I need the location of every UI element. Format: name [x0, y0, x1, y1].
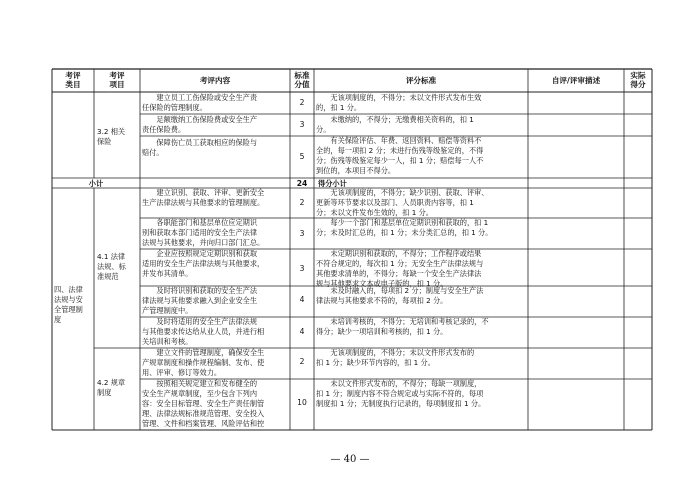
row-3-2-1-criteria: 无该项制度的，不得分；未以文件形式发布生效 的，扣 1 分。 — [316, 93, 482, 113]
header-item: 考评 项目 — [109, 71, 125, 89]
row-3-2-2-criteria: 未缴纳的，不得分；无缴费相关资料的，扣 1 分。 — [316, 115, 474, 135]
row-4-1-5-criteria: 未培训考核的，不得分；无培训和考核记录的，不 得分；缺少一项培训和考核的，扣 1 分。 — [316, 317, 489, 337]
row-4-1-1-content: 建立识别、获取、评审、更新安全 生产法律法规与其他要求的管理制度。 — [142, 188, 265, 208]
row-3-2-1-content: 建立员工工伤保险或安全生产责 任保险的管理制度。 — [142, 93, 258, 113]
row-3-2-3-content: 保障伤亡员工获取相应的保险与 赔付。 — [142, 138, 258, 158]
row-4-1-5-content: 及时将适用的安全生产法律法规 与其他要求传达给从业人员，并进行相 关培训和考核。 — [142, 317, 265, 347]
row-4-1-3-content: 企业应按照规定定期识别和获取 适用的安全生产法律法规与其他要求， 并发布其清单。 — [142, 249, 265, 279]
row-4-1-1-criteria: 无该项制度的，不得分；缺少识别、获取、评审、 更新等环节要求以及部门、人员职责内容等，扣 1 分；未以文件发布生效的，扣 1 分。 — [316, 188, 489, 218]
row-4-1-4-score: 4 — [299, 295, 305, 304]
row-4-1-5-score: 4 — [299, 327, 305, 336]
subtotal-label: 小计 — [88, 179, 104, 188]
row-3-2-1-score: 2 — [299, 98, 305, 107]
header-actual-score: 实际 得分 — [630, 71, 646, 89]
row-4-2-1-content: 建立文件的管理制度，确保安全生 产规章制度和操作规程编制、发布、使 用、评审、修订等效力。 — [142, 348, 265, 378]
row-4-1-2-score: 3 — [299, 229, 305, 238]
row-3-2-2-score: 3 — [299, 120, 305, 129]
row-4-1-2-content: 各职能部门和基层单位应定期识 别和获取本部门适用的安全生产法律 法规与其他要求，并向归口部门汇总。 — [142, 218, 265, 248]
row-4-1-3-score: 3 — [299, 264, 305, 273]
row-3-2-3-criteria: 有关保险评估、年费、返回资料、赔偿等资料不 全的，每一项扣 2 分；未进行伤残等级鉴定的，不得 分；伤残等级鉴定每少一人，扣 1 分；赔偿每一人不 到位的，本项目不得分。 — [316, 136, 484, 176]
row-4-1-3-criteria: 未定期识别和获取的，不得分；工作程序或结果 不符合规定的，每次扣 1 分；无安全生产法律法规与 其他要求清单的，不得分；每缺一个安全生产法律法 规与其他要求文本或电子版的，扣 1 分。 — [316, 249, 484, 289]
row-3-2-2-content: 足额缴纳工伤保险费或安全生产 责任保险费。 — [142, 115, 258, 135]
header-score: 标准 分值 — [294, 71, 310, 89]
row-4-1-4-criteria: 未及时融入的，每项扣 2 分；制度与安全生产法 律法规与其他要求不符的，每项扣 2 分。 — [316, 286, 484, 306]
item-4-2-label: 4.2 规章 制度 — [97, 378, 126, 398]
row-4-2-2-criteria: 未以文件形式发布的，不得分；每缺一项制度， 扣 1 分；制度内容不符合规定或与实际不符的，每项 制度扣 1 分；无制度执行记录的，每项制度扣 1 分。 — [316, 379, 486, 409]
header-category: 考评 类目 — [65, 71, 81, 89]
subtotal-score: 24 — [296, 179, 308, 188]
category-4-label: 四、法律 法规与安 全管理制 度 — [54, 285, 83, 325]
subtotal-score-label: 得分小计 — [318, 179, 347, 188]
row-4-2-2-content: 按照相关规定建立和发布健全的 安全生产规章制度，至少包含下列内 容：安全目标管理、安全生产责任制管 理、法律法规标准规范管理、安全投入 管理、文件和档案管理、风险评估和控 — [142, 379, 265, 429]
row-4-1-4-content: 及时将识别和获取的安全生产法 律法规与其他要求融入到企业安全生 产管理制度中。 — [142, 286, 258, 316]
header-criteria: 评分标准 — [405, 76, 437, 85]
row-4-2-2-score: 10 — [297, 398, 307, 407]
row-4-2-1-criteria: 无该项制度的，不得分；未以文件形式发布的 扣 1 分；缺少环节内容的，扣 1 分。 — [316, 348, 475, 368]
row-4-1-2-criteria: 每少一个部门和基层单位定期识别和获取的，扣 1 分；未及时汇总的，扣 1 分；未分类汇总的，扣 1 分。 — [316, 218, 493, 238]
page-number: — 40 — — [330, 454, 370, 465]
header-content: 考评内容 — [199, 76, 231, 85]
row-3-2-3-score: 5 — [299, 152, 305, 161]
item-4-1-label: 4.1 法律 法规、标 准规范 — [97, 252, 126, 282]
row-4-2-1-score: 2 — [299, 357, 305, 366]
row-4-1-1-score: 2 — [299, 198, 305, 207]
item-3-2-label: 3.2 相关 保险 — [97, 127, 126, 147]
header-self-assessment: 自评/评审描述 — [551, 76, 601, 85]
